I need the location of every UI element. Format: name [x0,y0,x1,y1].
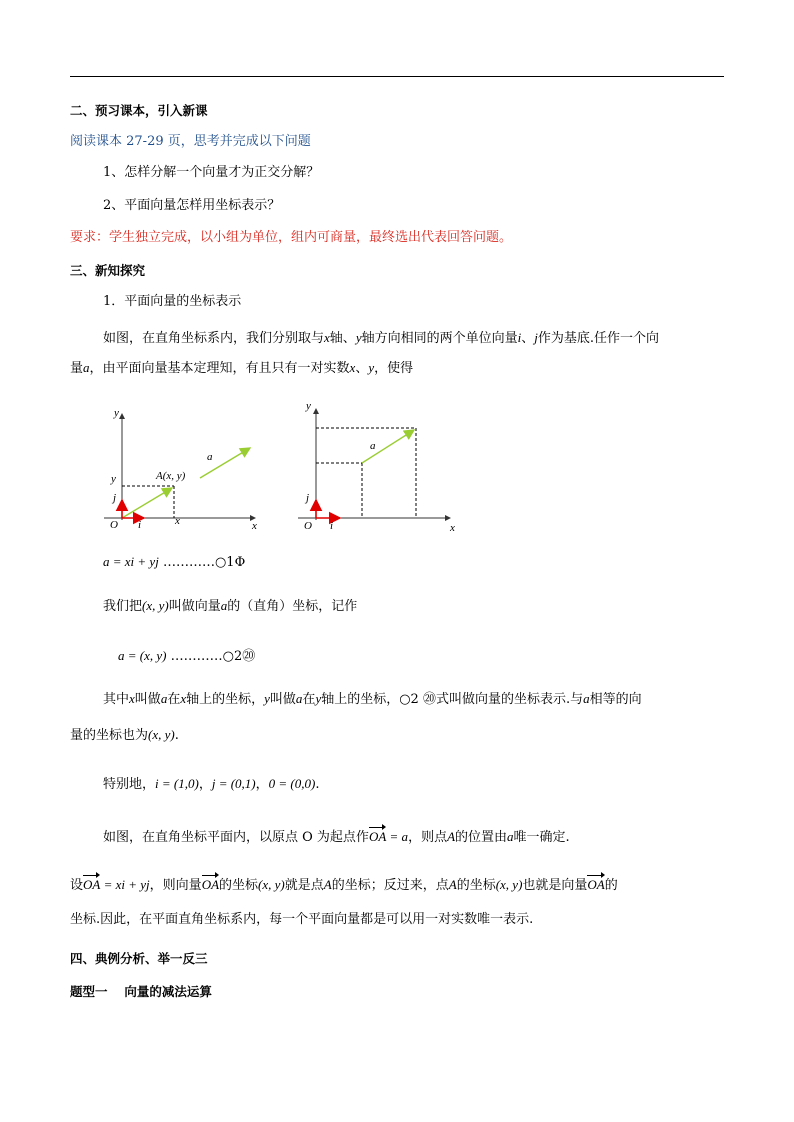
j-label: j [113,492,117,504]
coordinate-figure-1 [100,398,270,540]
paragraph-origin-vector: 如图，在直角坐标平面内，以原点 O 为起点作OA = a，则点A的位置由a唯一确定. [103,829,570,845]
point-a-label: A(x, y) [156,470,186,482]
reading-instruction: 阅读课本 27-29 页，思考并完成以下问题 [70,134,311,149]
x-tick-label: x [175,515,180,527]
origin-label: O [110,519,118,531]
vector-a-label: a [370,440,376,452]
paragraph-special-cases: 特别地，i = (1,0)，j = (0,1)，0 = (0,0). [103,776,320,792]
header-rule [70,76,724,77]
j-label: j [306,492,310,504]
question-2: 2、平面向量怎样用坐标表示？ [103,198,281,213]
problem-type-1-heading: 题型一 向量的减法运算 [70,984,212,999]
paragraph-basis-cont: 量a，由平面向量基本定理知，有且只有一对实数x、y，使得 [70,360,414,376]
requirement-text: 要求：学生独立完成，以小组为单位，组内可商量，最终选出代表回答问题。 [70,230,513,245]
paragraph-basis: 如图，在直角坐标系内，我们分别取与x轴、y轴方向相同的两个单位向量i、j作为基底.任作一个向 [103,330,660,346]
section-4-heading: 四、典例分析、举一反三 [70,951,208,966]
paragraph-coordinate-def: 我们把(x, y)叫做向量a的（直角）坐标，记作 [103,598,358,614]
x-axis-label: x [450,522,455,534]
section-3-heading: 三、新知探究 [70,263,146,278]
equation-1: a = xi + yj …………○1Φ [103,554,246,570]
y-tick-label: y [111,473,116,485]
x-axis-label: x [252,520,257,532]
vector-oa [122,488,172,518]
y-axis-label: y [114,407,119,419]
subsection-1-title: 1．平面向量的坐标表示 [103,294,242,309]
i-label: i [138,519,142,531]
vector-a-label: a [207,451,213,463]
y-axis-label: y [306,400,311,412]
paragraph-explanation: 其中x叫做a在x轴上的坐标，y叫做a在y轴上的坐标，○2 ⑳式叫做向量的坐标表示.与a相等的向 [103,691,642,707]
coordinate-figure-2 [292,395,464,540]
section-2-heading: 二、预习课本，引入新课 [70,103,208,118]
equation-2: a = (x, y) …………○2⑳ [118,648,256,664]
paragraph-point-vector-cont: 坐标.因此，在平面直角坐标系内，每一个平面向量都是可以用一对实数唯一表示. [70,912,534,927]
paragraph-point-vector: 设OA = xi + yj，则向量OA的坐标(x, y)就是点A的坐标；反过来，点A的坐标(x, y)也就是向量OA的 [70,877,618,893]
i-label: i [330,520,334,532]
paragraph-explanation-cont: 量的坐标也为(x, y). [70,727,179,743]
origin-label: O [304,520,312,532]
question-1: 1、怎样分解一个向量才为正交分解？ [103,165,320,180]
